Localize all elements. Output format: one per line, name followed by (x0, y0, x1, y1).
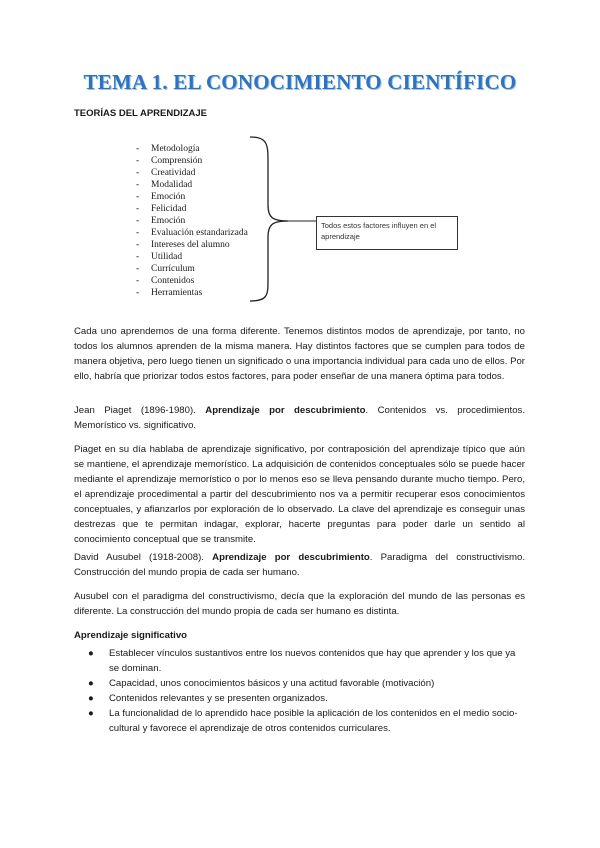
list-item: - Felicidad (136, 204, 187, 214)
list-item: - Modalidad (136, 180, 193, 190)
bullet-icon: ● (88, 708, 94, 719)
bold-term: Aprendizaje por descubrimiento (212, 552, 370, 563)
list-item: ● La funcionalidad de lo aprendido hace posible la aplicación de los contenidos en el medio socio-cultural y favorece el aprendizaje de otros contenidos curriculares. (88, 708, 518, 734)
author-name: David Ausubel (1918-2008). (74, 552, 204, 563)
list-item: - Intereses del alumno (136, 240, 230, 250)
list-item: - Utilidad (136, 252, 183, 262)
list-item: ● Contenidos relevantes y se presenten organizados. (88, 693, 328, 704)
list-item: - Currículum (136, 264, 195, 274)
list-item: - Contenidos (136, 276, 195, 286)
significativo-list (74, 646, 525, 736)
list-item: ● Establecer vínculos sustantivos entre los nuevos contenidos que hay que aprender y los que ya se dominan. (88, 648, 516, 674)
list-item: - Creatividad (136, 168, 196, 178)
list-item: - Herramientas (136, 288, 203, 298)
page-title: TEMA 1. EL CONOCIMIENTO CIENTÍFICO (83, 70, 517, 94)
factors-note-box: Todos estos factores influyen en el aprendizaje (316, 216, 458, 250)
bullet-icon: ● (88, 693, 94, 704)
bullet-icon: ● (88, 648, 94, 659)
bold-term: Aprendizaje por descubrimiento (205, 405, 366, 416)
list-item: - Comprensión (136, 156, 203, 166)
piaget-paragraph: Piaget en su día hablaba de aprendizaje significativo, por contraposición del aprendizaje típico que aún se mantiene, el aprendizaje memorístico. La adquisición de contenidos conceptuales sólo se puede hacer mediante el aprendizaje memorístico o por lo menos eso se lleva pensando durante mucho tiempo. Pero, el aprendizaje procedimental a partir del descubrimiento nos va a permitir recuperar esos conocimientos conceptuales, y afianzarlos por exploración de lo observado. La clave del aprendizaje es conseguir unas destrezas que te permitan indagar, explorar, hacerte preguntas para poder darle un sentido al conocimiento conceptual que se transmite. (74, 444, 525, 545)
list-item: - Emoción (136, 192, 186, 202)
intro-paragraph: Cada uno aprendemos de una forma diferente. Tenemos distintos modos de aprendizaje, por tanto, no todos los alumnos aprenden de la misma manera. Hay distintos factores que se cumplen para todos de manera objetiva, pero luego tienen un significado o una importancia individual para cada uno de ellos. Por ello, habría que priorizar todos estos factores, para poder enseñar de una manera óptima para todos. (74, 326, 525, 382)
author-name: Jean Piaget (1896-1980). (74, 405, 196, 416)
piaget-heading: Jean Piaget (1896-1980). Aprendizaje por descubrimiento. Contenidos vs. procedimientos. Memorístico vs. significativo. (74, 405, 525, 431)
ausubel-paragraph: Ausubel con el paradigma del constructivismo, decía que la exploración del mundo de las personas es diferente. La construcción del mundo propia de cada ser humano es distinta. (74, 591, 525, 617)
curly-brace-icon (230, 135, 320, 305)
ausubel-heading: David Ausubel (1918-2008). Aprendizaje por descubrimiento. Paradigma del constructivismo. Construcción del mundo propia de cada ser humano. (74, 552, 525, 578)
section-subtitle: TEORÍAS DEL APRENDIZAJE (74, 108, 208, 119)
bullet-icon: ● (88, 678, 94, 689)
significativo-heading: Aprendizaje significativo (74, 630, 188, 641)
list-item: - Evaluación estandarizada (136, 228, 248, 238)
list-item: ● Capacidad, unos conocimientos básicos y una actitud favorable (motivación) (88, 678, 435, 689)
list-item: - Metodología (136, 144, 200, 154)
list-item: - Emoción (136, 216, 186, 226)
